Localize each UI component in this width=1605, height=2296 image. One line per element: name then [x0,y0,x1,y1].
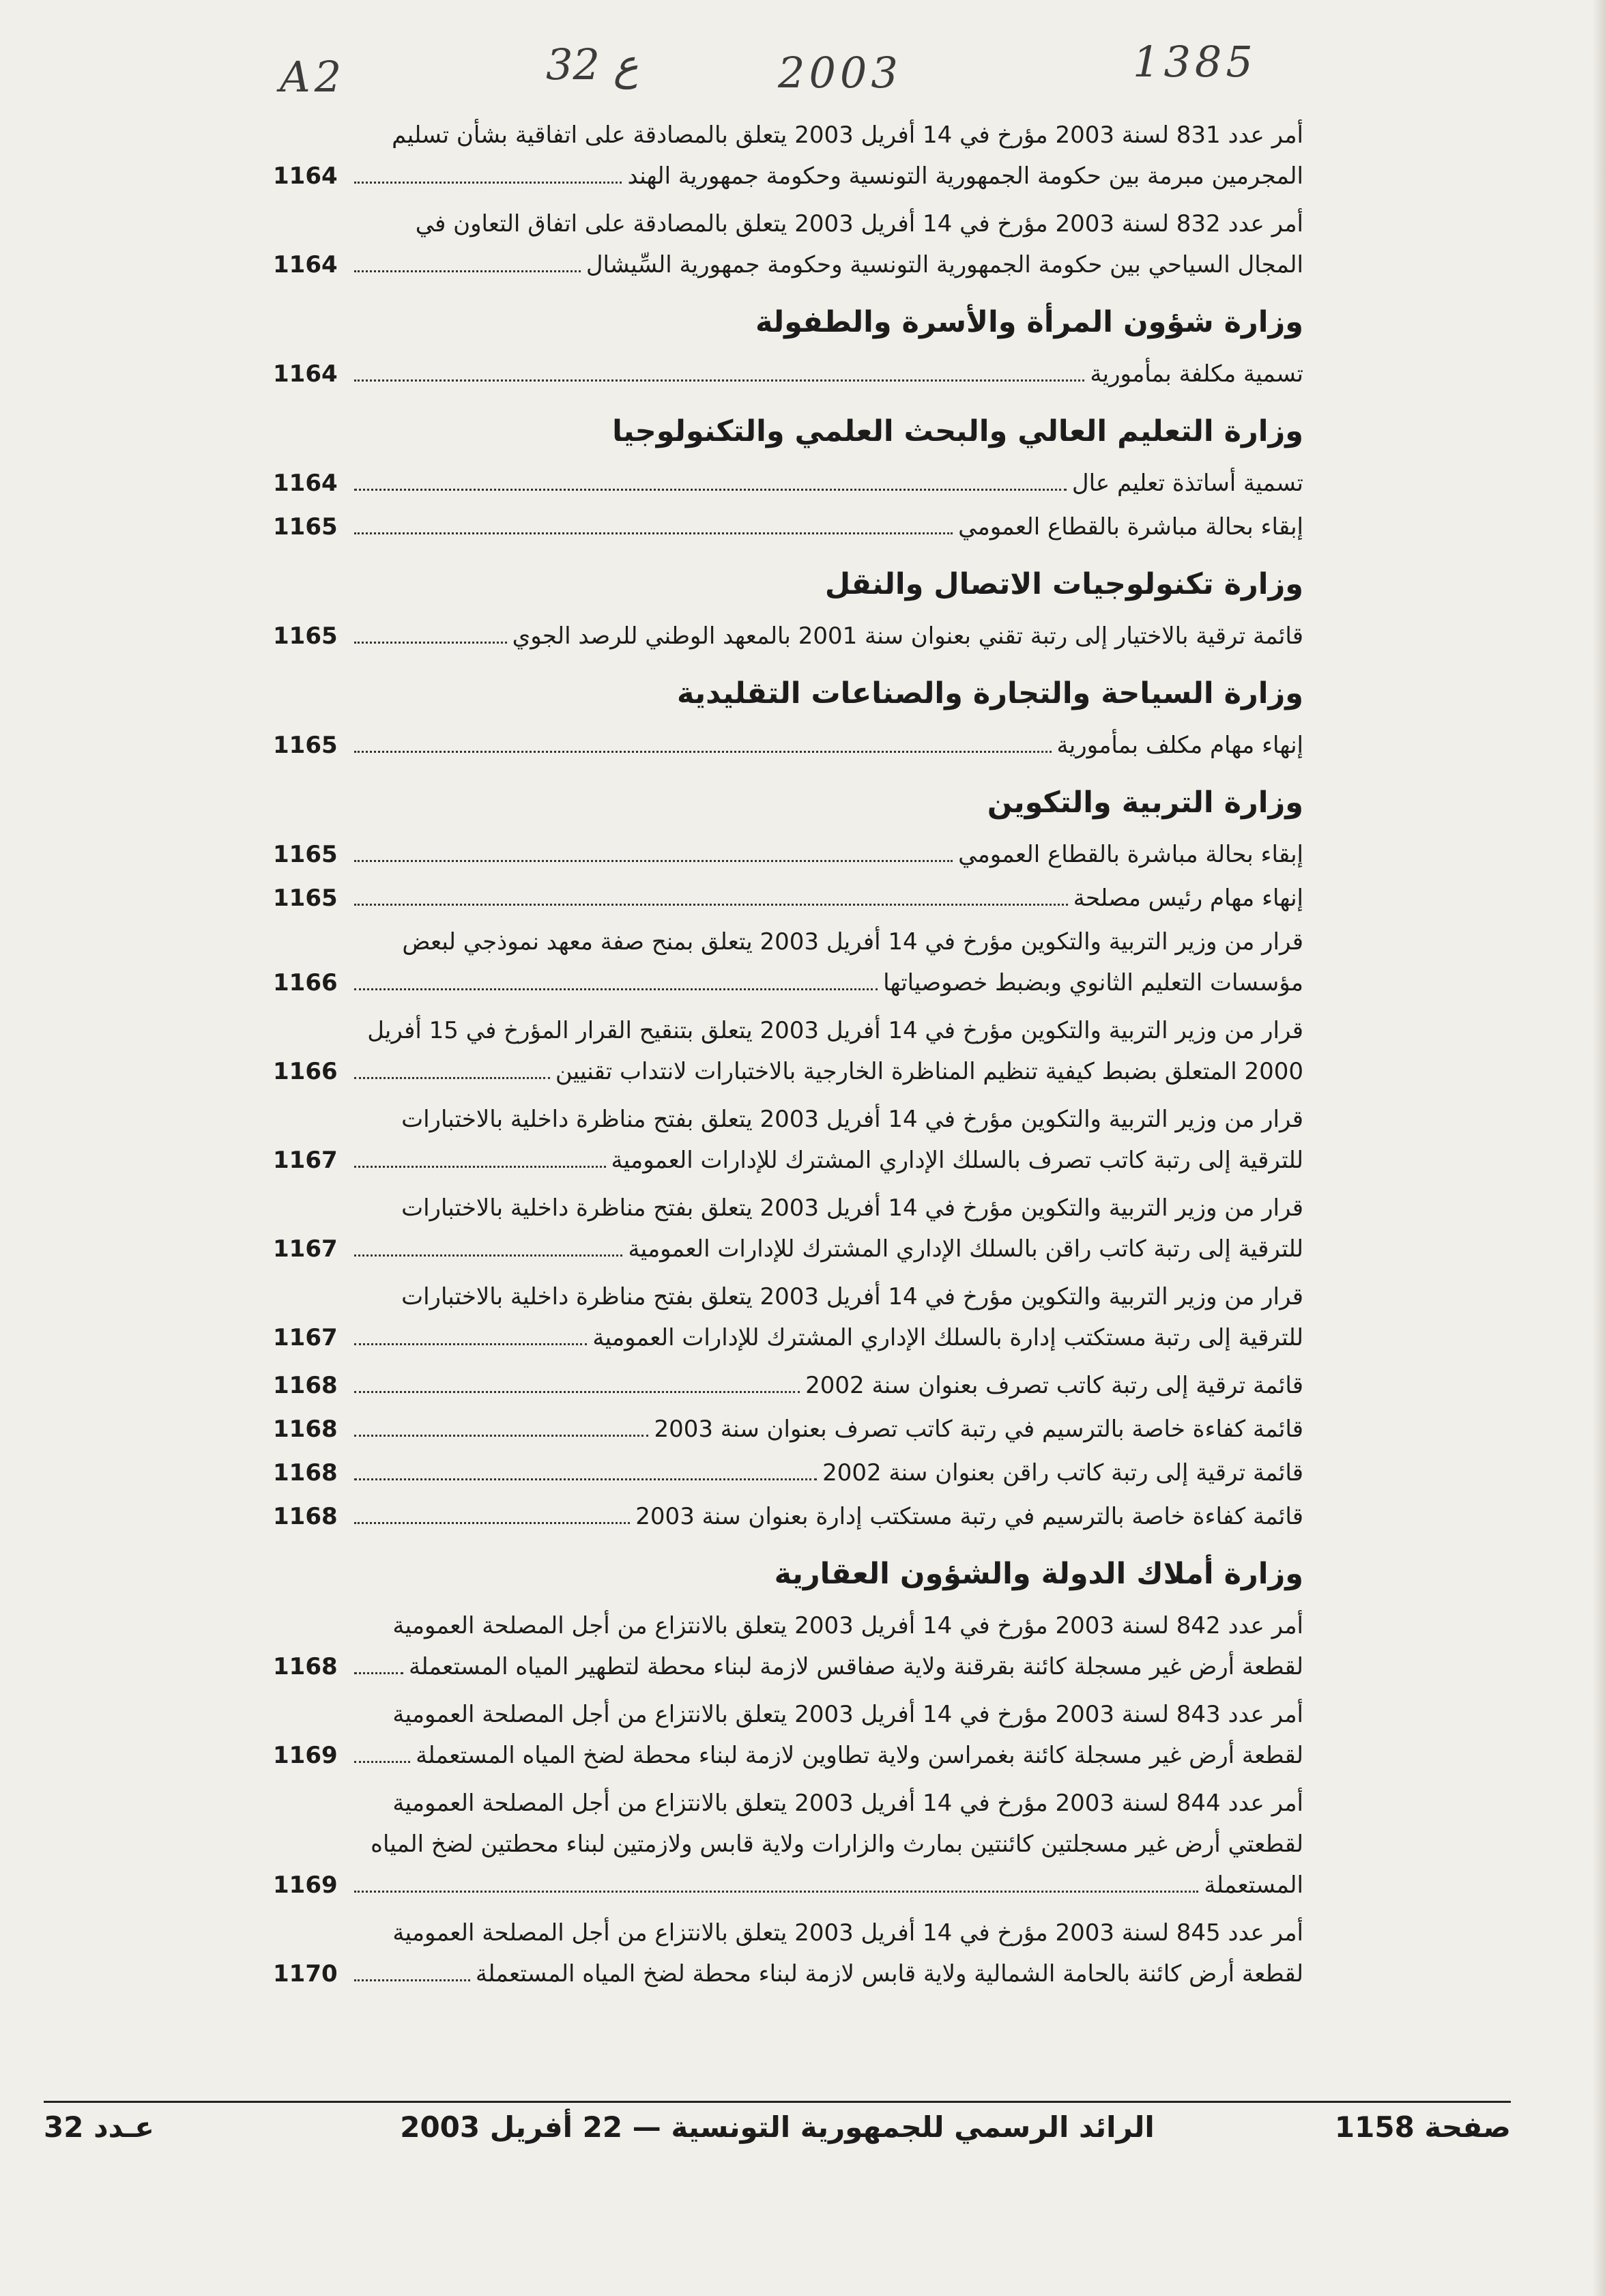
footer-rule [44,2101,1511,2103]
toc-entry-text: لقطعتي أرض غير مسجلتين كائنتين بمارث والزارات ولاية قابس ولازمتين لبناء محطتين لضخ المياه [371,1831,1303,1858]
toc-entry [273,115,1303,197]
toc-entry-line [273,878,1303,919]
toc-entry-line [273,506,1303,547]
toc-entry-text: 2000 المتعلق بضبط كيفية تنظيم المناظرة الخارجية بالاختبارات لانتداب تقنيين [555,1058,1303,1085]
ministry-heading: وزارة شؤون المرأة والأسرة والطفولة [755,305,1303,339]
toc-entry [273,1365,1303,1406]
ministry-heading: وزارة أملاك الدولة والشؤون العقارية [774,1557,1303,1591]
leader-dots [354,487,1067,491]
toc-entry-text: قائمة ترقية إلى رتبة كاتب راقن بعنوان سنة 2002 [822,1459,1303,1487]
toc-page-number: 1164 [273,251,338,278]
toc-entry-text: مؤسسات التعليم الثانوي وبضبط خصوصياتها [883,969,1303,996]
toc-entry-line [273,1605,1303,1646]
toc-page-number: 1165 [273,513,338,541]
leader-dots [354,531,953,534]
toc-entry-text: قائمة ترقية بالاختيار إلى رتبة تقني بعنوان سنة 2001 بالمعهد الوطني للرصد الجوي [512,622,1303,650]
footer-journal-title: الرائد الرسمي للجمهورية التونسية — 22 أفريل 2003 [400,2110,1155,2144]
toc-entry-line [273,1276,1303,1317]
toc-entry-text: قائمة كفاءة خاصة بالترسيم في رتبة كاتب تصرف بعنوان سنة 2003 [654,1416,1303,1443]
toc-entry-line [273,115,1303,156]
toc-entry [273,1694,1303,1776]
toc-entry-line [273,203,1303,244]
handwritten-note: A2 [280,52,346,102]
toc-entry-text: قائمة كفاءة خاصة بالترسيم في رتبة مستكتب إدارة بعنوان سنة 2003 [635,1503,1303,1530]
toc-entry-line [273,1953,1303,1994]
ministry-heading: وزارة تكنولوجيات الاتصال والنقل [824,567,1303,601]
toc-entry-line [273,244,1303,285]
toc-entry [273,1496,1303,1537]
toc-entry-text: إنهاء مهام مكلف بمأمورية [1056,732,1303,759]
toc-entry-line [273,1365,1303,1406]
footer-issue-number: عـدد 32 [44,2110,154,2144]
toc-entry-text: قائمة ترقية إلى رتبة كاتب تصرف بعنوان سنة 2002 [805,1372,1303,1399]
handwritten-notes [0,37,1605,115]
leader-dots [354,1164,606,1168]
toc-entry-text: أمر عدد 843 لسنة 2003 مؤرخ في 14 أفريل 2003 يتعلق بالانتزاع من أجل المصلحة العمومية [392,1701,1303,1728]
toc-entry-text: المستعملة [1204,1871,1303,1899]
toc-page-number: 1164 [273,162,338,190]
toc-entry [273,1188,1303,1269]
toc-page-number: 1166 [273,1058,338,1085]
footer-page-number: صفحة 1158 [1334,2110,1511,2144]
toc-entry-line [273,1452,1303,1493]
toc-entry-line [273,1409,1303,1450]
toc-entry-text: لقطعة أرض غير مسجلة كائنة بغمراسن ولاية تطاوين لازمة لبناء محطة لضخ المياه المستعملة [416,1742,1303,1769]
toc-entry [273,506,1303,547]
toc-entry-text: قرار من وزير التربية والتكوين مؤرخ في 14 أفريل 2003 يتعلق بمنح صفة معهد نموذجي لبعض [402,928,1303,956]
toc-entry-text: المجرمين مبرمة بين حكومة الجمهورية التونسية وحكومة جمهورية الهند [627,162,1303,190]
toc-entry-text: أمر عدد 832 لسنة 2003 مؤرخ في 14 أفريل 2003 يتعلق بالمصادقة على اتفاق التعاون في [415,210,1303,238]
toc-entry [273,1783,1303,1906]
toc-entry-line [273,1735,1303,1776]
toc-entry-line [273,463,1303,504]
toc-entry [273,1276,1303,1358]
toc-entry-line [273,725,1303,766]
toc-entry-line [273,1188,1303,1229]
toc-page-number: 1165 [273,732,338,759]
toc-page-number: 1168 [273,1653,338,1680]
toc-entry [273,921,1303,1003]
toc-page-number: 1165 [273,622,338,650]
leader-dots [354,1076,550,1079]
toc-entry [273,1452,1303,1493]
toc-page-number: 1168 [273,1416,338,1443]
toc-entry-line [273,156,1303,197]
toc-entry-line [273,1694,1303,1735]
leader-dots [354,1433,649,1437]
toc-page-number: 1168 [273,1503,338,1530]
toc-entry [273,878,1303,919]
toc-entry-line [273,834,1303,875]
toc-page-number: 1170 [273,1960,338,1988]
toc-entry-line [273,1317,1303,1358]
toc-entry-text: لقطعة أرض غير مسجلة كائنة بقرقنة ولاية صفاقس لازمة لبناء محطة لتطهير المياه المستعملة [409,1653,1303,1680]
toc-entry-text: إبقاء بحالة مباشرة بالقطاع العمومي [958,513,1303,541]
toc-entry-line [273,1051,1303,1092]
toc-entry [273,834,1303,875]
toc-page-number: 1168 [273,1459,338,1487]
leader-dots [354,1889,1199,1893]
toc-entry-line [273,921,1303,962]
handwritten-note: 32 ع [546,40,639,89]
ministry-heading: وزارة التربية والتكوين [987,786,1303,820]
toc-entry [273,1099,1303,1181]
toc-entry-line [273,1496,1303,1537]
toc-entry [273,1605,1303,1687]
toc-entry-line [273,1229,1303,1269]
toc-entry-text: لقطعة أرض كائنة بالحامة الشمالية ولاية قابس لازمة لبناء محطة لضخ المياه المستعملة [475,1960,1303,1988]
leader-dots [354,1760,410,1763]
toc-entry [273,1409,1303,1450]
toc-page-number: 1169 [273,1742,338,1769]
leader-dots [354,1253,623,1257]
leader-dots [354,902,1068,906]
toc-entry-text: تسمية مكلفة بمأمورية [1090,360,1303,388]
toc-entry-line [273,1010,1303,1051]
page-footer [44,2110,1511,2158]
leader-dots [354,1390,800,1393]
toc-entry-text: إنهاء مهام رئيس مصلحة [1073,885,1303,912]
toc-entry-line [273,354,1303,394]
toc-entry-text: أمر عدد 831 لسنة 2003 مؤرخ في 14 أفريل 2003 يتعلق بالمصادقة على اتفاقية بشأن تسليم [392,121,1303,149]
leader-dots [354,859,953,862]
leader-dots [354,1342,588,1345]
toc-page-number: 1164 [273,470,338,497]
toc-entry [273,725,1303,766]
toc-entry [273,463,1303,504]
toc-page-number: 1164 [273,360,338,388]
toc-entry [273,203,1303,285]
toc-page-number: 1167 [273,1235,338,1263]
handwritten-note: 1385 [1133,37,1257,87]
leader-dots [354,640,507,644]
toc-entry-text: للترقية إلى رتبة مستكتب إدارة بالسلك الإداري المشترك للإدارات العمومية [592,1324,1303,1351]
toc-entry-text: للترقية إلى رتبة كاتب تصرف بالسلك الإداري المشترك للإدارات العمومية [611,1147,1303,1174]
toc-entry-text: قرار من وزير التربية والتكوين مؤرخ في 14 أفريل 2003 يتعلق بفتح مناظرة داخلية بالاختبارات [401,1283,1303,1310]
toc-entry-text: المجال السياحي بين حكومة الجمهورية التونسية وحكومة جمهورية السِّيشال [585,251,1303,278]
toc-entry-text: إبقاء بحالة مباشرة بالقطاع العمومي [958,841,1303,868]
toc-page-number: 1169 [273,1871,338,1899]
toc-entry-text: قرار من وزير التربية والتكوين مؤرخ في 14 أفريل 2003 يتعلق بتنقيح القرار المؤرخ في 15 أفريل [367,1017,1303,1044]
toc-entry-line [273,1783,1303,1824]
toc-entry-text: أمر عدد 845 لسنة 2003 مؤرخ في 14 أفريل 2003 يتعلق بالانتزاع من أجل المصلحة العمومية [392,1919,1303,1947]
toc-entry-text: تسمية أساتذة تعليم عال [1071,470,1303,497]
leader-dots [354,749,1052,753]
toc-entry [273,354,1303,394]
leader-dots [354,1671,403,1674]
leader-dots [354,1521,631,1524]
handwritten-note: 2003 [778,48,902,98]
leader-dots [354,1477,817,1480]
toc-entry-text: أمر عدد 842 لسنة 2003 مؤرخ في 14 أفريل 2003 يتعلق بالانتزاع من أجل المصلحة العمومية [392,1612,1303,1639]
toc-entry-line [273,616,1303,657]
leader-dots [354,180,622,184]
toc-entry-line [273,1140,1303,1181]
leader-dots [354,378,1085,382]
toc-entry [273,1010,1303,1092]
leader-dots [354,1978,470,1981]
ministry-heading: وزارة التعليم العالي والبحث العلمي والتكنولوجيا [612,414,1303,448]
toc-entry [273,1912,1303,1994]
ministry-heading: وزارة السياحة والتجارة والصناعات التقليدية [676,676,1303,711]
toc-entry-line [273,1912,1303,1953]
table-of-contents [273,115,1303,2001]
toc-page-number: 1166 [273,969,338,996]
toc-entry-text: أمر عدد 844 لسنة 2003 مؤرخ في 14 أفريل 2003 يتعلق بالانتزاع من أجل المصلحة العمومية [392,1790,1303,1817]
toc-entry [273,616,1303,657]
toc-page-number: 1167 [273,1147,338,1174]
toc-page-number: 1167 [273,1324,338,1351]
leader-dots [354,987,878,990]
toc-entry-line [273,1824,1303,1865]
toc-entry-line [273,1099,1303,1140]
toc-page-number: 1165 [273,885,338,912]
toc-entry-line [273,962,1303,1003]
leader-dots [354,269,581,272]
scan-edge [1593,0,1605,2296]
toc-entry-line [273,1865,1303,1906]
toc-page-number: 1165 [273,841,338,868]
toc-entry-text: قرار من وزير التربية والتكوين مؤرخ في 14 أفريل 2003 يتعلق بفتح مناظرة داخلية بالاختبارات [401,1194,1303,1222]
toc-page-number: 1168 [273,1372,338,1399]
toc-entry-text: للترقية إلى رتبة كاتب راقن بالسلك الإداري المشترك للإدارات العمومية [628,1235,1303,1263]
toc-entry-line [273,1646,1303,1687]
toc-entry-text: قرار من وزير التربية والتكوين مؤرخ في 14 أفريل 2003 يتعلق بفتح مناظرة داخلية بالاختبارات [401,1106,1303,1133]
